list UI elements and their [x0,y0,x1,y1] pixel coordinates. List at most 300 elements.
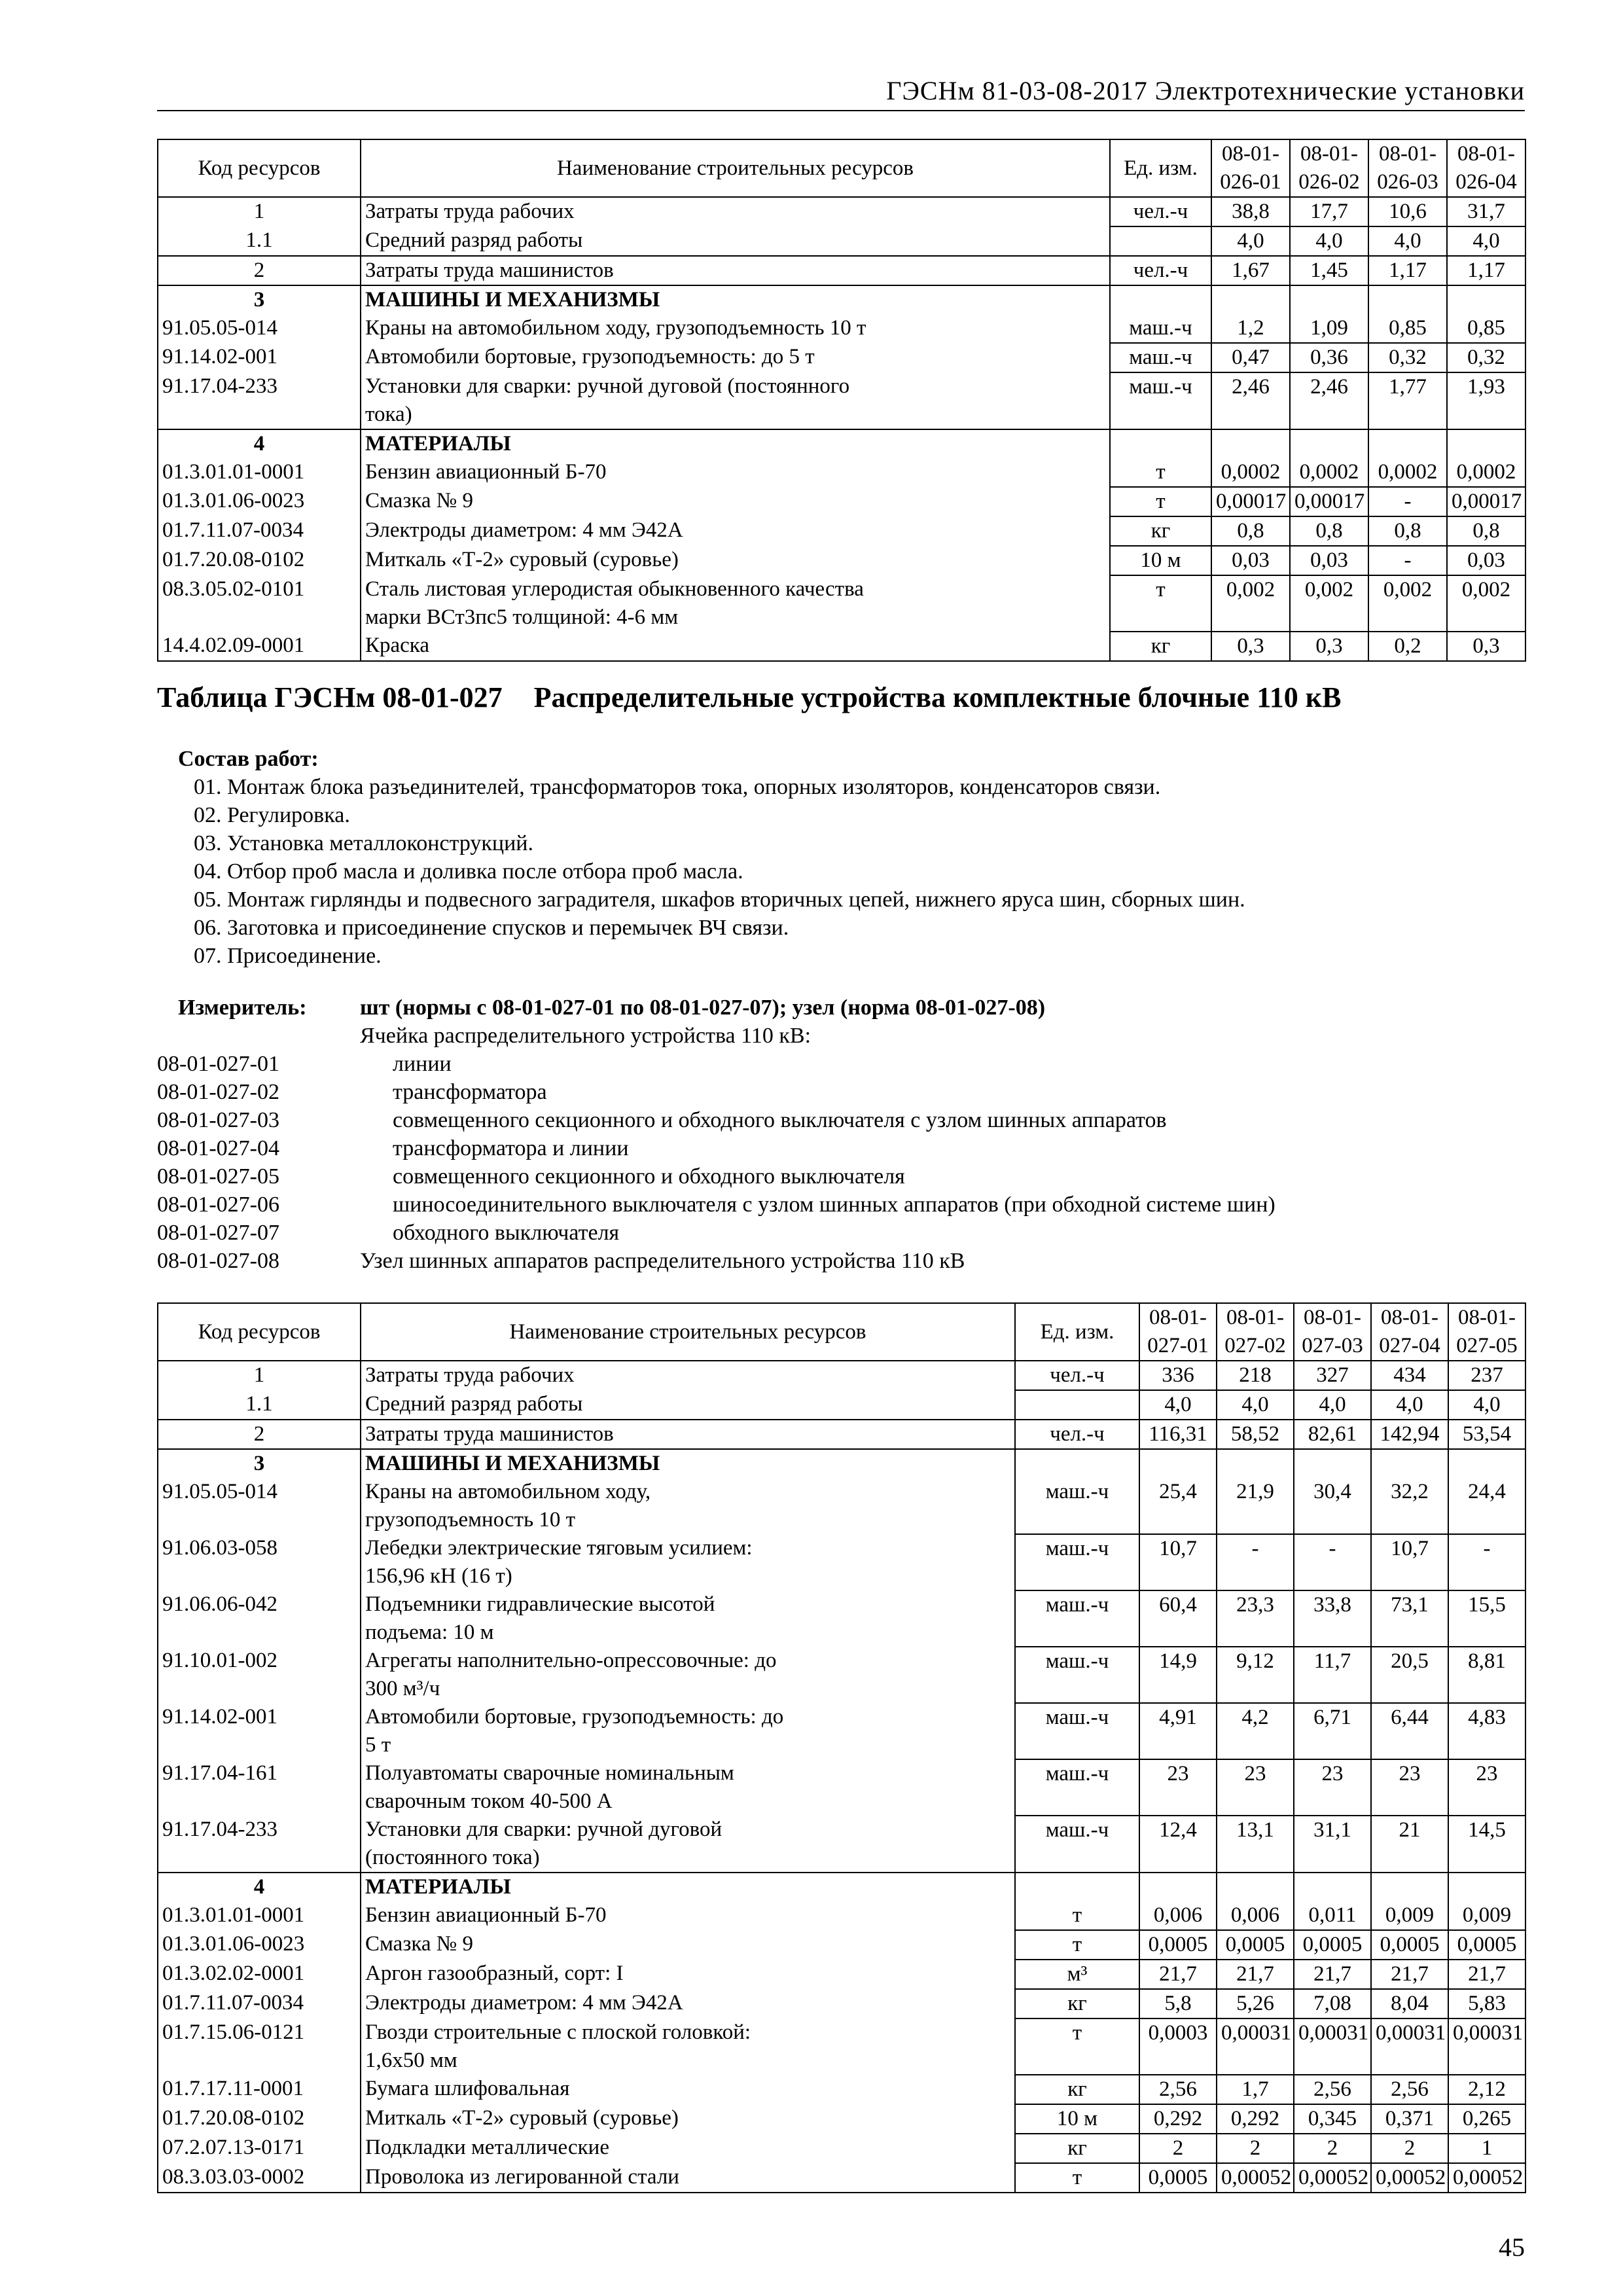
resource-unit: 10 м [1110,546,1211,575]
running-title: ГЭСНм 81-03-08-2017 Электротехнические установки [886,76,1525,105]
resource-code: 07.2.07.13-0171 [158,2134,361,2163]
resource-unit: кг [1110,632,1211,661]
meter-norm-row [157,1219,1525,1247]
meter-row [157,994,1525,1022]
norm-value: 4,91 [1139,1703,1217,1759]
norm-value: 21,7 [1139,1960,1217,1989]
resource-name: МАШИНЫ И МЕХАНИЗМЫ [361,1449,1015,1478]
norm-value: 30,4 [1294,1478,1371,1534]
resource-unit: кг [1015,2134,1139,2163]
norm-value: 82,61 [1294,1420,1371,1449]
table-row [158,343,1525,372]
norm-value: 23 [1294,1759,1371,1816]
norm-value: 20,5 [1371,1647,1448,1703]
resource-code: 91.10.01-002 [158,1647,361,1703]
norm-value: 0,00031 [1217,2018,1294,2075]
norm-value: 0,00052 [1217,2163,1294,2193]
norm-value: 1,77 [1368,372,1447,429]
resource-code: 91.06.06-042 [158,1590,361,1647]
norm-value [1294,1873,1371,1901]
norm-value: 4,0 [1217,1390,1294,1420]
norm-value: 31,1 [1294,1816,1371,1873]
resource-unit: маш.-ч [1110,343,1211,372]
norm-value: 0,002 [1290,575,1368,632]
norm-value: 23 [1448,1759,1525,1816]
norm-value: 7,08 [1294,1989,1371,2018]
col-header-unit: Ед. изм. [1110,139,1211,197]
norm-value: 21,7 [1294,1960,1371,1989]
table-title-code: Таблица ГЭСНм 08-01-027 [157,681,503,713]
resource-name: Проволока из легированной стали [361,2163,1015,2193]
resource-code: 3 [158,285,361,314]
table-row [158,1534,1525,1590]
norm-value: 1,17 [1368,256,1447,285]
norm-value [1447,429,1525,458]
norm-value: 0,47 [1211,343,1290,372]
work-item: 01. Монтаж блока разъединителей, трансформаторов тока, опорных изоляторов, конденсаторов связи. [194,775,1161,799]
norm-value: 0,32 [1368,343,1447,372]
norm-code: 08-01-027-05 [157,1164,279,1189]
table-row [158,575,1525,632]
resource-unit: маш.-ч [1015,1759,1139,1816]
resource-code: 01.7.20.08-0102 [158,2104,361,2134]
norm-value: 0,00031 [1294,2018,1371,2075]
resource-unit: м³ [1015,1960,1139,1989]
resource-unit: т [1015,2163,1139,2193]
meter-norm-row [157,1191,1525,1219]
resource-unit: чел.-ч [1015,1420,1139,1449]
norm-value: 0,009 [1371,1901,1448,1930]
work-item: 04. Отбор проб масла и доливка после отбора проб масла. [194,859,743,884]
resource-name: Краска [361,632,1110,661]
norm-value: 23 [1371,1759,1448,1816]
resource-name: Подкладки металлические [361,2134,1015,2163]
norm-value: 0,011 [1294,1901,1371,1930]
norm-value: 38,8 [1211,197,1290,226]
norm-value: 6,44 [1371,1703,1448,1759]
resource-name: Сталь листовая углеродистая обыкновенного качества марки ВСт3пс5 толщиной: 4-6 мм [361,575,1110,632]
resource-name: Агрегаты наполнительно-опрессовочные: до 300 м³/ч [361,1647,1015,1703]
norm-value: 0,0005 [1448,1930,1525,1960]
norm-value: 21,7 [1371,1960,1448,1989]
norm-value: 15,5 [1448,1590,1525,1647]
norm-value: 4,0 [1368,226,1447,256]
resource-table-08-01-027 [157,1302,1526,2193]
norm-value: 0,009 [1448,1901,1525,1930]
norm-value: 2 [1294,2134,1371,2163]
norm-value: 21,7 [1448,1960,1525,1989]
norm-value: 14,5 [1448,1816,1525,1873]
norm-value: 25,4 [1139,1478,1217,1534]
norm-value: 0,8 [1368,516,1447,546]
norm-value: 10,7 [1139,1534,1217,1590]
resource-code: 1 [158,1361,361,1390]
resource-code: 14.4.02.09-0001 [158,632,361,661]
table-row [158,1901,1525,1930]
norm-value [1448,1873,1525,1901]
norm-value [1211,429,1290,458]
norm-value: 2,56 [1294,2075,1371,2104]
norm-value [1368,429,1447,458]
resource-unit [1110,226,1211,256]
resource-name: МАШИНЫ И МЕХАНИЗМЫ [361,285,1110,314]
header-row [158,139,1525,197]
norm-value: 4,0 [1448,1390,1525,1420]
norm-value: 0,0002 [1368,458,1447,487]
resource-code: 01.7.20.08-0102 [158,546,361,575]
resource-code: 4 [158,429,361,458]
norm-value: 17,7 [1290,197,1368,226]
resource-code: 91.05.05-014 [158,314,361,343]
norm-value: - [1217,1534,1294,1590]
meter-norm-row [157,1162,1525,1191]
table-row [158,1989,1525,2018]
resource-code: 01.7.15.06-0121 [158,2018,361,2075]
norm-value: 116,31 [1139,1420,1217,1449]
resource-code: 01.3.02.02-0001 [158,1960,361,1989]
norm-value: 1,17 [1447,256,1525,285]
resource-name: МАТЕРИАЛЫ [361,429,1110,458]
col-header-code: Код ресурсов [158,1303,361,1361]
resource-code: 4 [158,1873,361,1901]
meter-norm-row [157,1106,1525,1134]
resource-code: 1.1 [158,226,361,256]
norm-value: 0,265 [1448,2104,1525,2134]
resource-code: 01.7.17.11-0001 [158,2075,361,2104]
norm-value: 14,9 [1139,1647,1217,1703]
norm-value: 0,0002 [1447,458,1525,487]
norm-description: Узел шинных аппаратов распределительного устройства 110 кВ [360,1249,965,1273]
norm-value: 142,94 [1371,1420,1448,1449]
norm-value: 0,03 [1447,546,1525,575]
resource-name: Лебедки электрические тяговым усилием: 156,96 кН (16 т) [361,1534,1015,1590]
norm-value [1211,285,1290,314]
resource-name: Электроды диаметром: 4 мм Э42А [361,1989,1015,2018]
norm-value: 2 [1217,2134,1294,2163]
norm-value: 327 [1294,1361,1371,1390]
norm-value: 0,03 [1211,546,1290,575]
resource-name: Краны на автомобильном ходу, грузоподъемность 10 т [361,314,1110,343]
resource-code: 1.1 [158,1390,361,1420]
resource-name: Автомобили бортовые, грузоподъемность: до 5 т [361,343,1110,372]
norm-description: трансформатора [393,1080,547,1104]
norm-value: 0,36 [1290,343,1368,372]
col-header-name: Наименование строительных ресурсов [361,139,1110,197]
resource-code: 91.14.02-001 [158,1703,361,1759]
norm-value: 1 [1448,2134,1525,2163]
norm-value: 21 [1371,1816,1448,1873]
norm-value: 23 [1217,1759,1294,1816]
norm-value: 0,002 [1211,575,1290,632]
norm-value: 2,56 [1371,2075,1448,2104]
table-row [158,1960,1525,1989]
col-header-norm: 08-01- 027-04 [1371,1303,1448,1361]
norm-value: 8,04 [1371,1989,1448,2018]
resource-unit [1110,429,1211,458]
norm-value [1294,1449,1371,1478]
norm-code: 08-01-027-01 [157,1052,279,1076]
norm-value: 4,2 [1217,1703,1294,1759]
norm-value: 237 [1448,1361,1525,1390]
norm-value: 9,12 [1217,1647,1294,1703]
norm-value: 4,83 [1448,1703,1525,1759]
work-item: 03. Установка металлоконструкций. [194,831,533,855]
table-header [158,1303,1525,1361]
resource-code: 01.3.01.06-0023 [158,487,361,516]
table-row [158,2163,1525,2193]
table-row [158,632,1525,661]
resource-name: Полуавтоматы сварочные номинальным сварочным током 40-500 А [361,1759,1015,1816]
meter-norm-row [157,1050,1525,1078]
norm-description: трансформатора и линии [393,1136,629,1160]
resource-unit: маш.-ч [1015,1816,1139,1873]
table-row [158,516,1525,546]
resource-name: Краны на автомобильном ходу, грузоподъемность 10 т [361,1478,1015,1534]
resource-unit: т [1015,1930,1139,1960]
col-header-norm: 08-01- 026-02 [1290,139,1368,197]
table-row [158,1420,1525,1449]
resource-name: МАТЕРИАЛЫ [361,1873,1015,1901]
norm-value [1217,1449,1294,1478]
resource-code: 91.17.04-233 [158,1816,361,1873]
table-row [158,1590,1525,1647]
resource-code: 3 [158,1449,361,1478]
norm-value: 53,54 [1448,1420,1525,1449]
work-heading: Состав работ: [178,747,319,771]
meter-section [157,994,1525,1275]
norm-code: 08-01-027-04 [157,1136,279,1160]
work-item: 02. Регулировка. [194,803,350,827]
resource-name: Гвозди строительные с плоской головкой: 1,6х50 мм [361,2018,1015,2075]
table-row [158,2075,1525,2104]
resource-code: 01.7.11.07-0034 [158,516,361,546]
resource-code: 01.3.01.01-0001 [158,1901,361,1930]
norm-value: 434 [1371,1361,1448,1390]
resource-table-08-01-026 [157,139,1526,662]
resource-unit: кг [1015,2075,1139,2104]
table-row [158,372,1525,429]
norm-value: 4,0 [1139,1390,1217,1420]
norm-value: 0,85 [1447,314,1525,343]
table-row [158,1478,1525,1534]
resource-unit: маш.-ч [1110,372,1211,429]
norm-value [1290,285,1368,314]
resource-code: 91.17.04-233 [158,372,361,429]
norm-value: 1,2 [1211,314,1290,343]
norm-value: 10,6 [1368,197,1447,226]
table-row [158,256,1525,285]
table-body [158,197,1525,661]
norm-value [1371,1873,1448,1901]
norm-value: 0,00052 [1448,2163,1525,2193]
norm-description: шиносоединительного выключателя с узлом шинных аппаратов (при обходной системе шин) [393,1193,1275,1217]
meter-subtitle: Ячейка распределительного устройства 110 кВ: [360,1024,812,1048]
resource-code: 2 [158,1420,361,1449]
norm-value: 0,00017 [1447,487,1525,516]
norm-value: 1,45 [1290,256,1368,285]
resource-unit: кг [1015,1989,1139,2018]
norm-value [1368,285,1447,314]
col-header-norm: 08-01- 026-03 [1368,139,1447,197]
norm-value: 2,12 [1448,2075,1525,2104]
resource-code: 91.17.04-161 [158,1759,361,1816]
norm-value: 2,46 [1290,372,1368,429]
norm-value: 0,2 [1368,632,1447,661]
norm-value: 5,83 [1448,1989,1525,2018]
norm-value: 0,006 [1139,1901,1217,1930]
resource-code: 01.3.01.01-0001 [158,458,361,487]
norm-value: 4,0 [1211,226,1290,256]
resource-name: Миткаль «Т-2» суровый (суровье) [361,2104,1015,2134]
table-row [158,1449,1525,1478]
norm-value: 0,00031 [1371,2018,1448,2075]
norm-value: 0,3 [1211,632,1290,661]
norm-code: 08-01-027-03 [157,1108,279,1132]
resource-unit: 10 м [1015,2104,1139,2134]
norm-value: - [1368,546,1447,575]
norm-value: 0,8 [1447,516,1525,546]
norm-value: 0,0005 [1371,1930,1448,1960]
norm-code: 08-01-027-02 [157,1080,279,1104]
table-row [158,1930,1525,1960]
table-row [158,1361,1525,1390]
norm-value: 0,03 [1290,546,1368,575]
norm-value: 0,85 [1368,314,1447,343]
norm-description: обходного выключателя [393,1221,620,1245]
col-header-norm: 08-01- 026-04 [1447,139,1525,197]
resource-name: Установки для сварки: ручной дуговой (постоянного тока) [361,372,1110,429]
work-item: 07. Присоединение. [194,944,382,968]
meter-norm-row [157,1247,1525,1275]
norm-value: 0,0002 [1290,458,1368,487]
norm-value: 23 [1139,1759,1217,1816]
norm-value: 0,00052 [1294,2163,1371,2193]
work-item: 05. Монтаж гирлянды и подвесного заградителя, шкафов вторичных цепей, нижнего яруса шин, сборных шин. [194,888,1245,912]
resource-name: Затраты труда машинистов [361,256,1110,285]
resource-code: 91.14.02-001 [158,343,361,372]
norm-value: 5,26 [1217,1989,1294,2018]
norm-value: 0,006 [1217,1901,1294,1930]
norm-value: 4,0 [1447,226,1525,256]
norm-value: - [1448,1534,1525,1590]
table-row [158,1647,1525,1703]
resource-unit: маш.-ч [1015,1534,1139,1590]
norm-value: 0,0005 [1139,1930,1217,1960]
norm-value: 0,292 [1217,2104,1294,2134]
norm-value: 73,1 [1371,1590,1448,1647]
norm-description: совмещенного секционного и обходного выключателя с узлом шинных аппаратов [393,1108,1167,1132]
resource-unit [1015,1873,1139,1901]
norm-value: 0,3 [1290,632,1368,661]
norm-value: 2 [1371,2134,1448,2163]
norm-code: 08-01-027-06 [157,1193,279,1217]
norm-value: 0,00017 [1290,487,1368,516]
norm-code: 08-01-027-08 [157,1249,279,1273]
norm-value: 0,0002 [1211,458,1290,487]
norm-value [1217,1873,1294,1901]
resource-unit: чел.-ч [1110,197,1211,226]
resource-unit: т [1110,575,1211,632]
resource-code: 1 [158,197,361,226]
norm-value: 32,2 [1371,1478,1448,1534]
resource-code: 08.3.05.02-0101 [158,575,361,632]
work-item: 06. Заготовка и присоединение спусков и перемычек ВЧ связи. [194,916,789,940]
resource-name: Затраты труда рабочих [361,197,1110,226]
norm-value: 0,8 [1211,516,1290,546]
table-row [158,285,1525,314]
resource-unit: маш.-ч [1110,314,1211,343]
norm-value: 6,71 [1294,1703,1371,1759]
norm-description: совмещенного секционного и обходного выключателя [393,1164,905,1189]
resource-name: Затраты труда машинистов [361,1420,1015,1449]
col-header-norm: 08-01- 027-05 [1448,1303,1525,1361]
table-row [158,226,1525,256]
table-header [158,139,1525,197]
resource-code: 01.3.01.06-0023 [158,1930,361,1960]
resource-name: Средний разряд работы [361,226,1110,256]
norm-value: 11,7 [1294,1647,1371,1703]
resource-code: 2 [158,256,361,285]
resource-unit: чел.-ч [1015,1361,1139,1390]
table-title [157,681,1341,714]
norm-value: 0,00052 [1371,2163,1448,2193]
resource-unit: т [1110,487,1211,516]
resource-code: 91.06.03-058 [158,1534,361,1590]
resource-unit: маш.-ч [1015,1590,1139,1647]
norm-value: 218 [1217,1361,1294,1390]
norm-value: 4,0 [1290,226,1368,256]
resource-name: Смазка № 9 [361,1930,1015,1960]
col-header-unit: Ед. изм. [1015,1303,1139,1361]
norm-value: 33,8 [1294,1590,1371,1647]
norm-value: 58,52 [1217,1420,1294,1449]
norm-code: 08-01-027-07 [157,1221,279,1245]
running-header [157,71,1525,111]
norm-value: 0,371 [1371,2104,1448,2134]
resource-name: Миткаль «Т-2» суровый (суровье) [361,546,1110,575]
col-header-code: Код ресурсов [158,139,361,197]
table-row [158,546,1525,575]
resource-unit: кг [1110,516,1211,546]
norm-value: - [1294,1534,1371,1590]
resource-name: Средний разряд работы [361,1390,1015,1420]
meter-label: Измеритель: [178,996,307,1020]
norm-value: 24,4 [1448,1478,1525,1534]
norm-value: 0,00031 [1448,2018,1525,2075]
norm-value: 2 [1139,2134,1217,2163]
norm-value: 0,002 [1368,575,1447,632]
norm-value: 0,3 [1447,632,1525,661]
page-number: 45 [1499,2233,1525,2262]
norm-value: 60,4 [1139,1590,1217,1647]
resource-unit: чел.-ч [1110,256,1211,285]
table-row [158,314,1525,343]
work-composition [178,745,1245,970]
table-row [158,197,1525,226]
norm-value: 0,292 [1139,2104,1217,2134]
table-row [158,2134,1525,2163]
resource-unit: т [1110,458,1211,487]
resource-name: Установки для сварки: ручной дуговой (постоянного тока) [361,1816,1015,1873]
table-row [158,1703,1525,1759]
norm-value: 23,3 [1217,1590,1294,1647]
norm-value: - [1368,487,1447,516]
resource-unit [1110,285,1211,314]
col-header-norm: 08-01- 027-01 [1139,1303,1217,1361]
resource-name: Бензин авиационный Б-70 [361,458,1110,487]
norm-value [1447,285,1525,314]
table-row [158,1759,1525,1816]
